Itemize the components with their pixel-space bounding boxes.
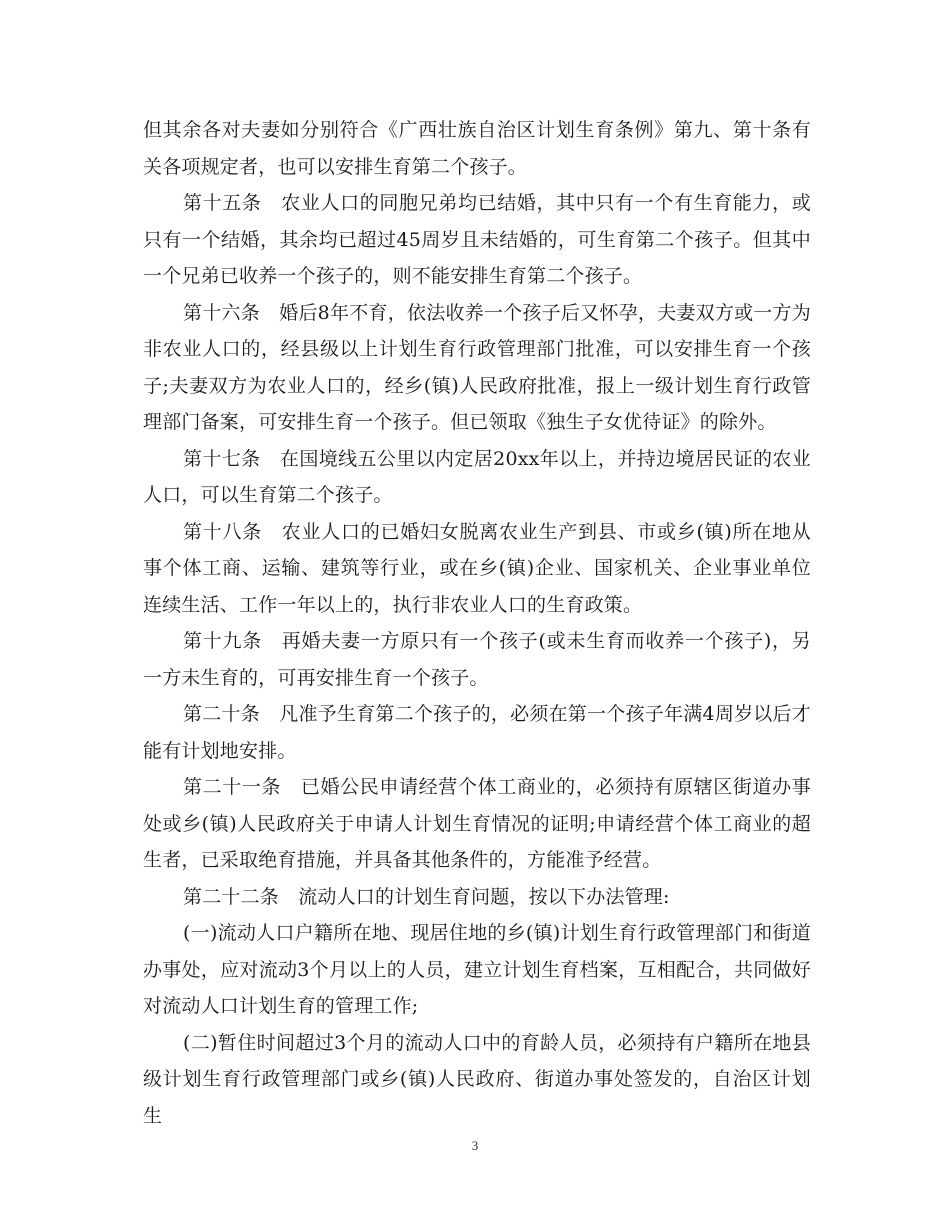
page-number: 3	[471, 1138, 479, 1153]
paragraph-article-15: 第十五条 农业人口的同胞兄弟均已结婚，其中只有一个有生育能力，或只有一个结婚，其余均已超过45周岁且未结婚的，可生育第二个孩子。但其中一个兄弟已收养一个孩子的，则不能安排生育第二个孩子。	[143, 192, 811, 287]
paragraph-article-16: 第十六条 婚后8年不育，依法收养一个孩子后又怀孕，夫妻双方或一方为非农业人口的，经县级以上计划生育行政管理部门批准，可以安排生育一个孩子;夫妻双方为农业人口的，经乡(镇)人民政府批准，报上一级计划生育行政管理部门备案，可安排生育一个孩子。但已领取《独生子女优待证》的除外。	[143, 301, 811, 433]
paragraph-article-20: 第二十条 凡准予生育第二个孩子的，必须在第一个孩子年满4周岁以后才能有计划地安排。	[143, 703, 811, 762]
paragraph-article-22-item-2: (二)暂住时间超过3个月的流动人口中的育龄人员，必须持有户籍所在地县级计划生育行政管理部门或乡(镇)人民政府、街道办事处签发的，自治区计划生	[143, 1031, 811, 1127]
paragraph-article-18: 第十八条 农业人口的已婚妇女脱离农业生产到县、市或乡(镇)所在地从事个体工商、运输、建筑等行业，或在乡(镇)企业、国家机关、企业事业单位连续生活、工作一年以上的，执行非农业人口的生育政策。	[143, 520, 811, 616]
document-body	[143, 112, 811, 1134]
paragraph-article-22: 第二十二条 流动人口的计划生育问题，按以下办法管理:	[183, 885, 670, 908]
paragraph-article-22-item-1: (一)流动人口户籍所在地、现居住地的乡(镇)计划生育行政管理部门和街道办事处，应对流动3个月以上的人员，建立计划生育档案，互相配合，共同做好对流动人口计划生育的管理工作;	[143, 922, 811, 1017]
paragraph-article-21: 第二十一条 已婚公民申请经营个体工商业的，必须持有原辖区街道办事处或乡(镇)人民政府关于申请人计划生育情况的证明;申请经营个体工商业的超生者，已采取绝育措施，并具备其他条件的，方能准予经营。	[143, 776, 811, 871]
paragraph-article-17: 第十七条 在国境线五公里以内定居20xx年以上，并持边境居民证的农业人口，可以生育第二个孩子。	[143, 447, 811, 506]
paragraph-1: 但其余各对夫妻如分别符合《广西壮族自治区计划生育条例》第九、第十条有关各项规定者，也可以安排生育第二个孩子。	[143, 119, 811, 178]
paragraph-article-19: 第十九条 再婚夫妻一方原只有一个孩子(或未生育而收养一个孩子)，另一方未生育的，可再安排生育一个孩子。	[143, 630, 811, 689]
